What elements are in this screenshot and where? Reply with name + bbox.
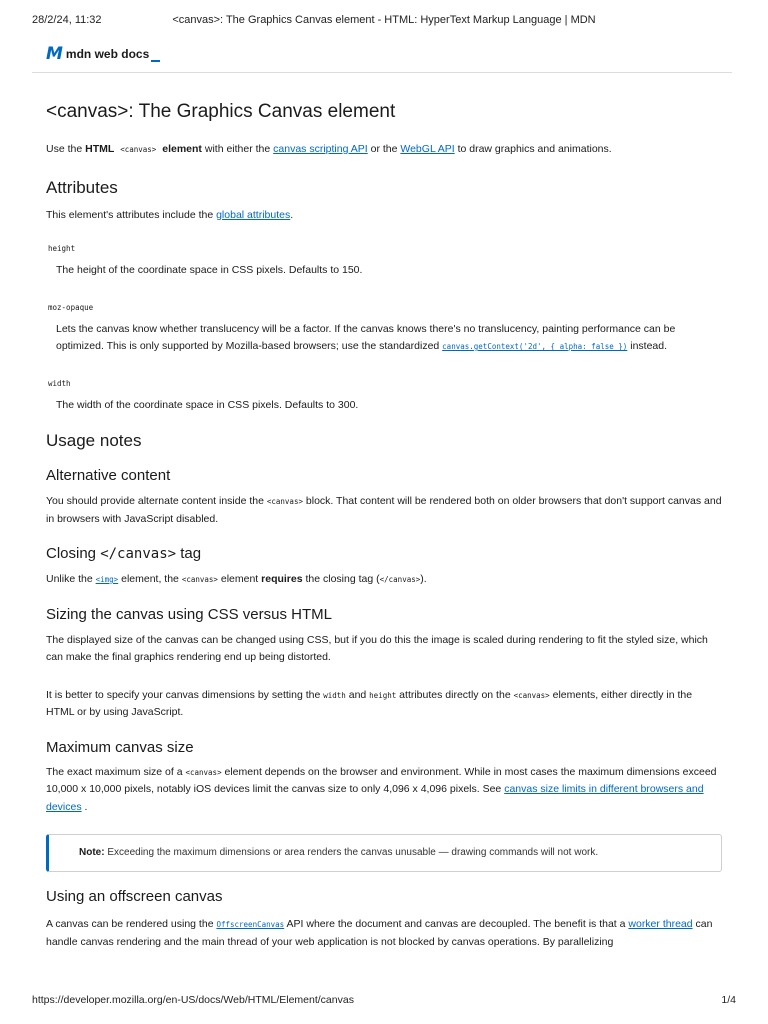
print-header [32,14,736,30]
print-date: 28/2/24, 11:32 [32,14,102,26]
img-element-link[interactable]: <img> [95,575,119,584]
note-callout [46,834,722,872]
note-label: Note: [79,847,105,858]
attributes-intro: This element's attributes include the global attributes. [46,208,294,221]
attr-width-desc: The width of the coordinate space in CSS pixels. Defaults to 300. [56,398,359,411]
webgl-api-link[interactable]: WebGL API [400,143,455,155]
print-title: <canvas>: The Graphics Canvas element - HTML: HyperText Markup Language | MDN [172,14,596,26]
note-text: Exceeding the maximum dimensions or area renders the canvas unusable — drawing commands will not work. [104,847,599,858]
attr-width-name: width [48,378,71,388]
mdn-logo[interactable] [46,44,160,64]
print-url: https://developer.mozilla.org/en-US/docs/Web/HTML/Element/canvas [32,994,354,1006]
global-attributes-link[interactable]: global attributes [216,208,291,221]
attr-moz-opaque-name: moz-opaque [48,302,94,312]
attr-moz-opaque-desc: Lets the canvas know whether translucency will be a factor. If the canvas knows there's no translucency, painting performance can be optimized. This is only supported by Mozilla-based browsers; use the standardized canvas.getContext('2d', { alpha: false }) instead. [56,322,676,352]
mdn-logo-icon: M [46,44,61,64]
attr-height-desc: The height of the coordinate space in CSS pixels. Defaults to 150. [56,264,363,276]
closing-tag-heading: Closing </canvas> tag [46,545,202,562]
page-title: <canvas>: The Graphics Canvas element [46,101,396,122]
closing-tag-paragraph: Unlike the <img> element, the <canvas> element requires the closing tag (</canvas>). [46,573,427,585]
print-page-number: 1/4 [721,994,736,1006]
attr-height-name: height [48,244,76,253]
max-size-heading: Maximum canvas size [46,738,194,756]
article [46,96,722,951]
canvas-api-link[interactable]: canvas scripting API [273,143,368,155]
offscreencanvas-link[interactable]: OffscreenCanvas [216,920,285,929]
canvas-size-limits-link[interactable]: canvas size limits in different browsers and devices [46,783,704,813]
offscreen-paragraph: A canvas can be rendered using the OffscreenCanvas API where the document and canvas are decoupled. The benefit is that a worker thread can handle canvas rendering and the main thread of your web application is not blocked by canvas operations. By parallelizing [46,918,713,948]
header-divider [32,72,732,73]
canvas-code: <canvas> [120,145,157,154]
mdn-logo-text: mdn web docs [65,47,150,61]
alt-content-heading: Alternative content [46,467,171,484]
intro-paragraph: Use the HTML <canvas> element with either the canvas scripting API or the WebGL API to draw graphics and animations. [46,143,612,155]
attributes-heading: Attributes [46,177,118,197]
offscreen-heading: Using an offscreen canvas [46,888,223,905]
print-footer [32,994,736,1008]
usage-notes-heading: Usage notes [46,431,142,450]
sizing-heading: Sizing the canvas using CSS versus HTML [46,605,332,623]
sizing-paragraph-2: It is better to specify your canvas dimensions by setting the width and height attributes directly on the <canvas> elements, either directly in the HTML or by using JavaScript. [46,688,693,718]
logo-underscore-icon [151,60,160,62]
alt-content-paragraph: You should provide alternate content inside the <canvas> block. That content will be rendered both on older browsers that don't support canvas and in browsers with JavaScript disabled. [46,495,722,525]
getcontext-link[interactable]: canvas.getContext('2d', { alpha: false }) [442,342,628,351]
sizing-paragraph-1: The displayed size of the canvas can be changed using CSS, but if you do this the image is scaled during rendering to fit the styled size, which can make the final graphics rendering end up being distorted. [46,633,708,663]
worker-thread-link[interactable]: worker thread [628,918,693,930]
max-size-paragraph: The exact maximum size of a <canvas> element depends on the browser and environment. While in most cases the maximum dimensions exceed 10,000 x 10,000 pixels, notably iOS devices limit the canvas size to only 4,096 x 4,096 pixels. See canvas size limits in different browsers and devices . [46,765,717,813]
